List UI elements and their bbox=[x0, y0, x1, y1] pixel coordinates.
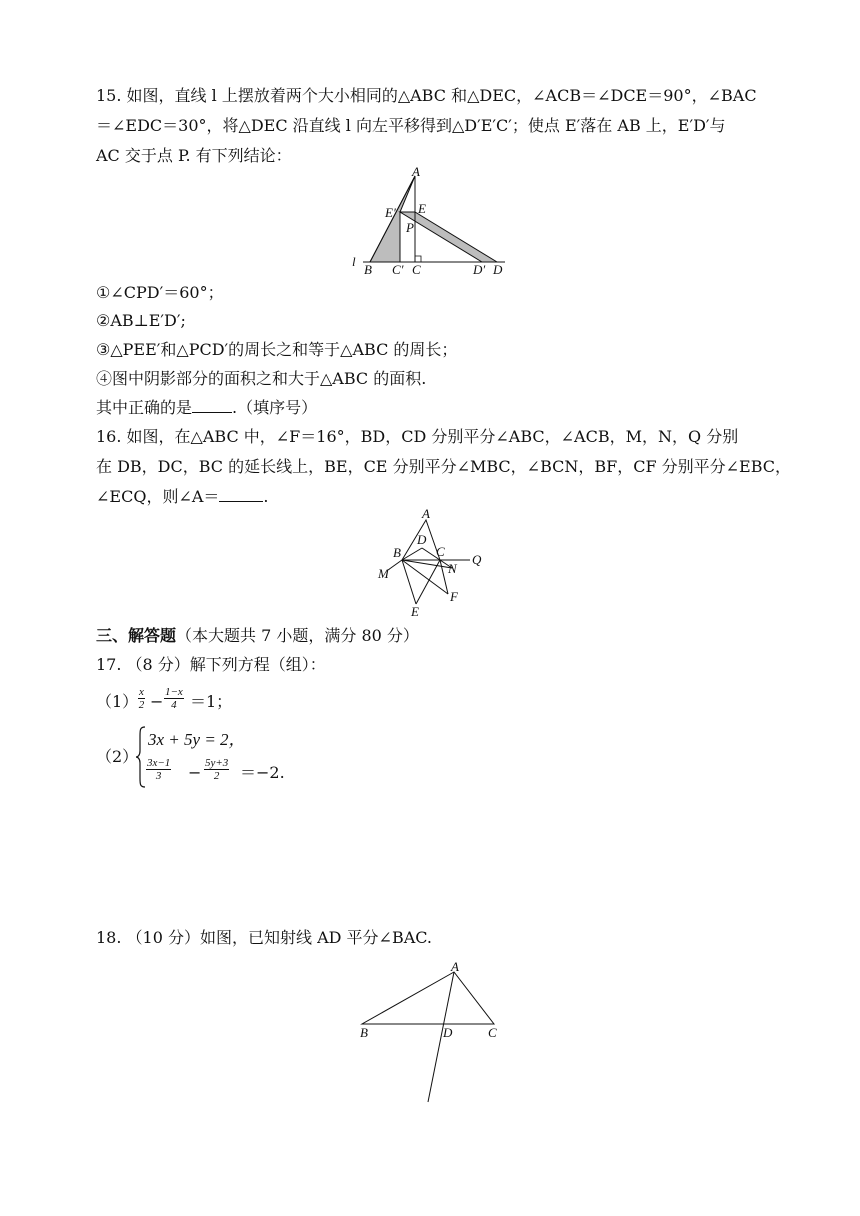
frac-numerator: 3x−1 bbox=[147, 757, 171, 769]
frac-numerator: x bbox=[139, 686, 144, 698]
q18-heading: 18. （10 分）如图，已知射线 AD 平分∠BAC. bbox=[96, 928, 433, 947]
q16-line1: 16. 如图，在△ABC 中，∠F＝16°，BD，CD 分别平分∠ABC，∠ACB，M，N，Q 分别 bbox=[96, 427, 739, 446]
q16-answer-blank[interactable] bbox=[219, 487, 263, 502]
label-A: A bbox=[451, 959, 459, 974]
q15-line1: 15. 如图，直线 l 上摆放着两个大小相同的△ABC 和△DEC，∠ACB＝∠DCE＝90°，∠BAC bbox=[96, 86, 757, 105]
label-B: B bbox=[360, 1025, 368, 1040]
label-F: F bbox=[450, 589, 458, 604]
brace-icon bbox=[136, 726, 146, 788]
q15-conclusion-1: ①∠CPD′＝60°； bbox=[96, 283, 224, 302]
frac-denominator: 2 bbox=[213, 770, 220, 782]
q17-p1-frac2 bbox=[164, 686, 184, 711]
q15-answer-blank[interactable] bbox=[192, 398, 232, 413]
label-E: E bbox=[411, 604, 419, 619]
label-E: E bbox=[418, 201, 426, 216]
q16-line2: 在 DB，DC，BC 的延长线上，BE，CE 分别平分∠MBC，∠BCN，BF，CF 分别平分∠EBC， bbox=[96, 457, 792, 476]
frac-denominator: 4 bbox=[171, 699, 177, 711]
frac-denominator: 3 bbox=[155, 770, 162, 782]
q16-line3-post: . bbox=[263, 487, 269, 506]
q17-p2-rhs: ＝−2. bbox=[240, 763, 285, 782]
label-E1: E′ bbox=[385, 205, 396, 220]
q17-part1-label: （1） bbox=[96, 692, 139, 711]
section3-note: （本大题共 7 小题，满分 80 分） bbox=[176, 626, 419, 645]
q16-line3 bbox=[96, 487, 269, 507]
q15-question bbox=[96, 398, 317, 418]
q17-p2-frac2 bbox=[204, 757, 229, 782]
q15-conclusion-2: ②AB⊥E′D′; bbox=[96, 311, 186, 330]
section3-heading bbox=[96, 626, 419, 646]
label-l: l bbox=[352, 254, 356, 269]
q15-line2: ＝∠EDC＝30°，将△DEC 沿直线 l 向左平移得到△D′E′C′；使点 E′落在 AB 上，E′D′与 bbox=[96, 116, 726, 135]
label-M: M bbox=[378, 566, 389, 581]
q15-figure bbox=[345, 166, 515, 278]
q15-conclusion-3: ③△PEE′和△PCD′的周长之和等于△ABC 的周长； bbox=[96, 340, 458, 359]
label-A: A bbox=[422, 508, 430, 521]
label-C: C bbox=[488, 1025, 497, 1040]
label-C: C bbox=[412, 262, 421, 277]
label-D1: D′ bbox=[473, 262, 486, 277]
section3-title: 三、解答题 bbox=[96, 626, 177, 645]
q15-ask-pre: 其中正确的是 bbox=[96, 398, 193, 417]
q17-p2-minus: − bbox=[188, 763, 202, 782]
q17-p1-minus: − bbox=[150, 692, 164, 711]
label-C: C bbox=[436, 544, 445, 559]
q15-ask-post: .（填序号） bbox=[232, 398, 318, 417]
label-B: B bbox=[393, 545, 401, 560]
label-Q: Q bbox=[472, 552, 482, 567]
frac-numerator: 1−x bbox=[165, 686, 183, 698]
label-C1: C′ bbox=[392, 262, 404, 277]
q17-p2-eq1: 3x + 5y = 2， bbox=[148, 730, 246, 749]
q17-p2-frac1 bbox=[146, 757, 171, 782]
label-D: D bbox=[417, 532, 427, 547]
q17-heading: 17. （8 分）解下列方程（组）： bbox=[96, 655, 326, 674]
label-P: P bbox=[406, 220, 414, 235]
frac-numerator: 5y+3 bbox=[205, 757, 229, 769]
q17-part2-label: （2） bbox=[96, 747, 139, 766]
label-D: D bbox=[493, 262, 503, 277]
q16-line3-pre: ∠ECQ，则∠A＝ bbox=[96, 487, 220, 506]
label-B: B bbox=[364, 262, 372, 277]
q15-conclusion-4: ④图中阴影部分的面积之和大于△ABC 的面积. bbox=[96, 369, 427, 388]
label-N: N bbox=[448, 561, 457, 576]
q17-p1-frac1 bbox=[138, 686, 145, 711]
q17-p1-rhs: ＝1； bbox=[190, 692, 233, 711]
q16-figure bbox=[372, 508, 492, 620]
label-D: D bbox=[443, 1025, 453, 1040]
frac-denominator: 2 bbox=[138, 699, 145, 711]
label-A: A bbox=[412, 166, 420, 179]
q18-figure bbox=[352, 958, 512, 1108]
q15-line3: AC 交于点 P. 有下列结论： bbox=[96, 146, 292, 165]
